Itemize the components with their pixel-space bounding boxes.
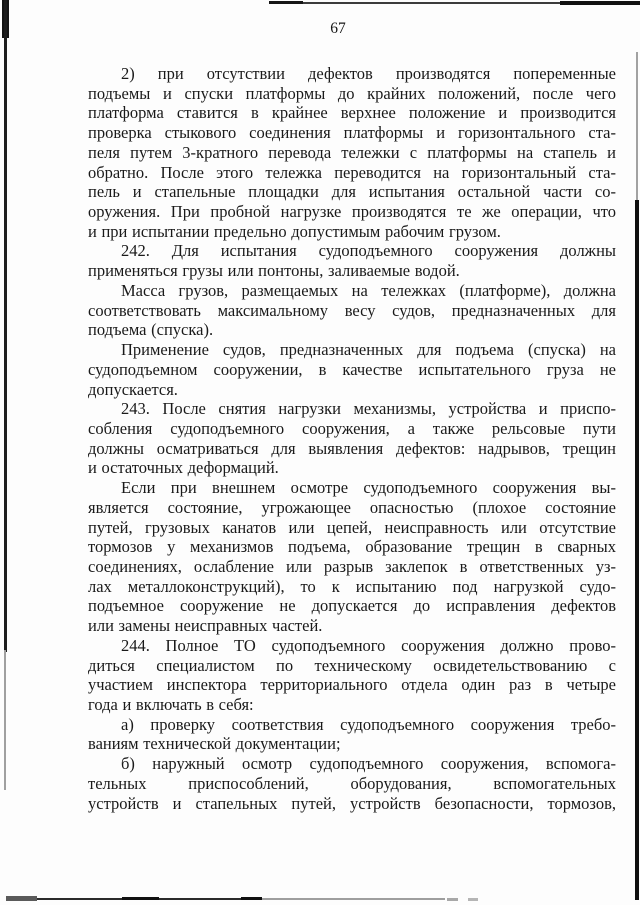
text-line: диться специалистом по техническому освидетельствованию с (88, 655, 616, 675)
scan-artifact-bottom-block (6, 896, 37, 901)
scan-artifact-left-edge (4, 0, 7, 652)
text-line: пеля путем 3-кратного перевода тележки с платформы на стапель и (88, 142, 616, 162)
text-line: а) проверку соответствия судоподъемного сооружения требо- (121, 714, 616, 734)
text-line: судоподъемном сооружении, в качестве испытательного груза не (88, 359, 616, 379)
paragraph (88, 64, 616, 241)
paragraph (88, 636, 616, 715)
text-line: подъемное сооружение не допускается до исправления дефектов (88, 596, 616, 616)
text-line: допускается. (88, 379, 178, 399)
paragraph (88, 478, 616, 636)
text-line: Масса грузов, размещаемых на тележках (платформе), должна (121, 280, 616, 300)
text-line: подъемы и спуски платформы до крайних положений, после чего (88, 83, 616, 103)
text-line: Применение судов, предназначенных для подъема (спуска) на (121, 340, 616, 360)
text-line: обратно. После этого тележка переводится на горизонтальный ста- (88, 162, 616, 182)
scan-artifact-right-edge (635, 200, 639, 900)
text-line: путей, грузовых канатов или цепей, неисправность или отсутствие (88, 517, 616, 537)
text-line: соединениях, ослабление или разрыв заклепок в ответственных уз- (88, 556, 616, 576)
text-column (88, 64, 616, 813)
scan-artifact-left-edge-fade (4, 650, 6, 790)
text-line: б) наружный осмотр судоподъемного сооружения, вспомога- (121, 754, 616, 774)
paragraph (88, 399, 616, 478)
text-line: является состояние, угрожающее опасностью (плохое состояние (88, 497, 616, 517)
paragraph (88, 715, 616, 754)
text-line: тормозов у механизмов подъема, образование трещин в сварных (88, 537, 616, 557)
text-line: тельных приспособлений, оборудования, вспомогательных (88, 773, 616, 793)
text-line: участием инспектора территориального отдела один раз в четыре (88, 675, 616, 695)
scan-artifact-top-edge-dark (269, 1, 303, 4)
paragraph (88, 241, 616, 280)
text-line: проверка стыкового соединения платформы и горизонтального ста- (88, 123, 616, 143)
text-line: года и включать в себя: (88, 695, 254, 714)
scan-artifact-bottom-dash-3 (447, 898, 458, 901)
text-line: 243. После снятия нагрузки механизмы, устройства и приспо- (121, 399, 616, 419)
text-line: лах металлоконструкций), то к испытанию под нагрузкой судо- (88, 576, 616, 596)
text-line: 242. Для испытания судоподъемного сооружения должны (121, 241, 616, 261)
text-line: ваниям технической документации; (88, 734, 341, 754)
text-line: должны осматриваться для выявления дефектов: надрывов, трещин (88, 438, 616, 458)
scan-artifact-bottom-dash-4 (468, 898, 478, 901)
scan-artifact-right-edge-fade (636, 52, 638, 200)
text-line: оружения. При пробной нагрузке производятся те же операции, что (88, 202, 616, 222)
page-number: 67 (330, 20, 346, 37)
text-line: 2) при отсутствии дефектов производятся попеременные (121, 64, 616, 83)
scan-artifact-bottom-dash-2 (241, 897, 262, 900)
text-line: или замены неисправных частей. (88, 616, 323, 636)
text-line: платформа ставится в крайнее верхнее положение и производится (88, 103, 616, 123)
text-line: соответствовать максимальному весу судов, предназначенных для (88, 300, 616, 320)
text-line: собления судоподъемного сооружения, а также рельсовые пути (88, 418, 616, 438)
scan-artifact-top-right-corner (560, 1, 640, 5)
text-line: и остаточных деформаций. (88, 458, 279, 478)
paragraph (88, 281, 616, 340)
text-line: применяться грузы или понтоны, заливаемые водой. (88, 261, 460, 281)
text-line: устройств и стапельных путей, устройств безопасности, тормозов, (88, 793, 616, 813)
text-line: подъема (спуска). (88, 320, 214, 340)
paragraph (88, 340, 616, 399)
text-line: пель и стапельные площадки для испытания остальной части со- (88, 182, 616, 202)
text-line: 244. Полное ТО судоподъемного сооружения должно прово- (121, 635, 616, 655)
text-line: и при испытании предельно допустимым рабочим грузом. (88, 221, 501, 241)
paragraph (88, 754, 616, 813)
scan-artifact-bottom-dash-1 (122, 897, 159, 900)
text-line: Если при внешнем осмотре судоподъемного сооружения вы- (121, 478, 616, 498)
